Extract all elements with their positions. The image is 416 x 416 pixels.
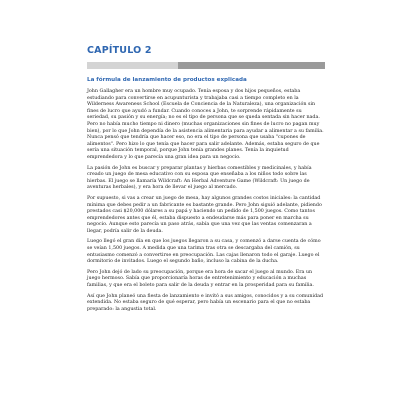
chapter-rule-dark	[178, 62, 325, 69]
paragraph: La pasión de John es buscar y preparar plantas y hierbas comestibles y medicinales, y había creado un juego de mesa educativo con su esposa que enseñaba a los niños todo sobre las hierbas. El juego se llamaría Wildcraft: An Herbal Adventure Game (Wildcraft: Un juego de aventuras herbales), y era hora de llevar el juego al mercado.	[87, 165, 312, 191]
body-text	[87, 89, 325, 317]
paragraph: Por supuesto, si vas a crear un juego de mesa, hay algunos grandes costos iniciales: la cantidad mínima que debes pedir a un fabricante es bastante grande. Pero John siguió adelante, pidiendo prestados casi $20,000 dólares a su papá y haciendo un pedido de 1,500 juegos. Como tantos emprendedores antes que él, estaba dispuesto a endeudarse más para poner en marcha su negocio. Aunque esto parecía un paso atrás, sabía que una vez que las ventas comenzaran a llegar, podría salir de la deuda.	[87, 195, 322, 234]
paragraph: Así que John planeó una fiesta de lanzamiento e invitó a sus amigos, conocidos y a su comunidad extendida. No estaba seguro de qué esperar, pero había un escenario para el que no estaba preparado: la angustia total.	[87, 293, 324, 312]
chapter-rule-light	[87, 62, 178, 69]
paragraph: Luego llegó el gran día en que los juegos llegaron a su casa, y comenzó a darse cuenta de cómo se veían 1,500 juegos. A medida que una tarima tras otra se descargaba del camión, su entusiasmo comenzó a convertirse en preocupación. Las cajas llenaron todo el garaje. Luego el dormitorio de invitados. Luego el segundo baño, incluso la cabina de la ducha.	[87, 239, 321, 265]
paragraph: John Gallagher era un hombre muy ocupado. Tenía esposa y dos hijos pequeños, estaba estudiando para convertirse en acupunturista y trabajaba casi a tiempo completo en la Wilderness Awareness School (Escuela de Conciencia de la Naturaleza), una organización sin fines de lucro que ayudó a fundar. Cuando conoces a John, te sorprende rápidamente su seriedad, su pasión y su energía; no es el tipo de persona que se queda sentada sin hacer nada. Pero no había mucho tiempo ni dinero (muchas organizaciones sin fines de lucro no pagan muy bien), por lo que John dependía de la asistencia alimentaria para ayudar a alimentar a su familia. Nunca pensó que tendría que hacer eso, no era el tipo de persona que usaba "cupones de alimentos". Pero hizo lo que tenía que hacer para salir adelante. Además, estaba seguro de que sería una situación temporal, porque John tenía grandes planes. Tenía la inquietud emprendedora y lo que parecía una gran idea para un negocio.	[87, 89, 324, 160]
section-title: La fórmula de lanzamiento de productos explicada	[87, 77, 247, 83]
paragraph: Pero John dejó de lado su preocupación, porque era hora de sacar el juego al mundo. Era un juego hermoso. Sabía que proporcionaría horas de entretenimiento y educación a muchas familias, y que era el boleto para salir de la deuda y entrar en la prosperidad para su familia.	[87, 269, 314, 289]
chapter-title: CAPÍTULO 2	[87, 45, 152, 56]
